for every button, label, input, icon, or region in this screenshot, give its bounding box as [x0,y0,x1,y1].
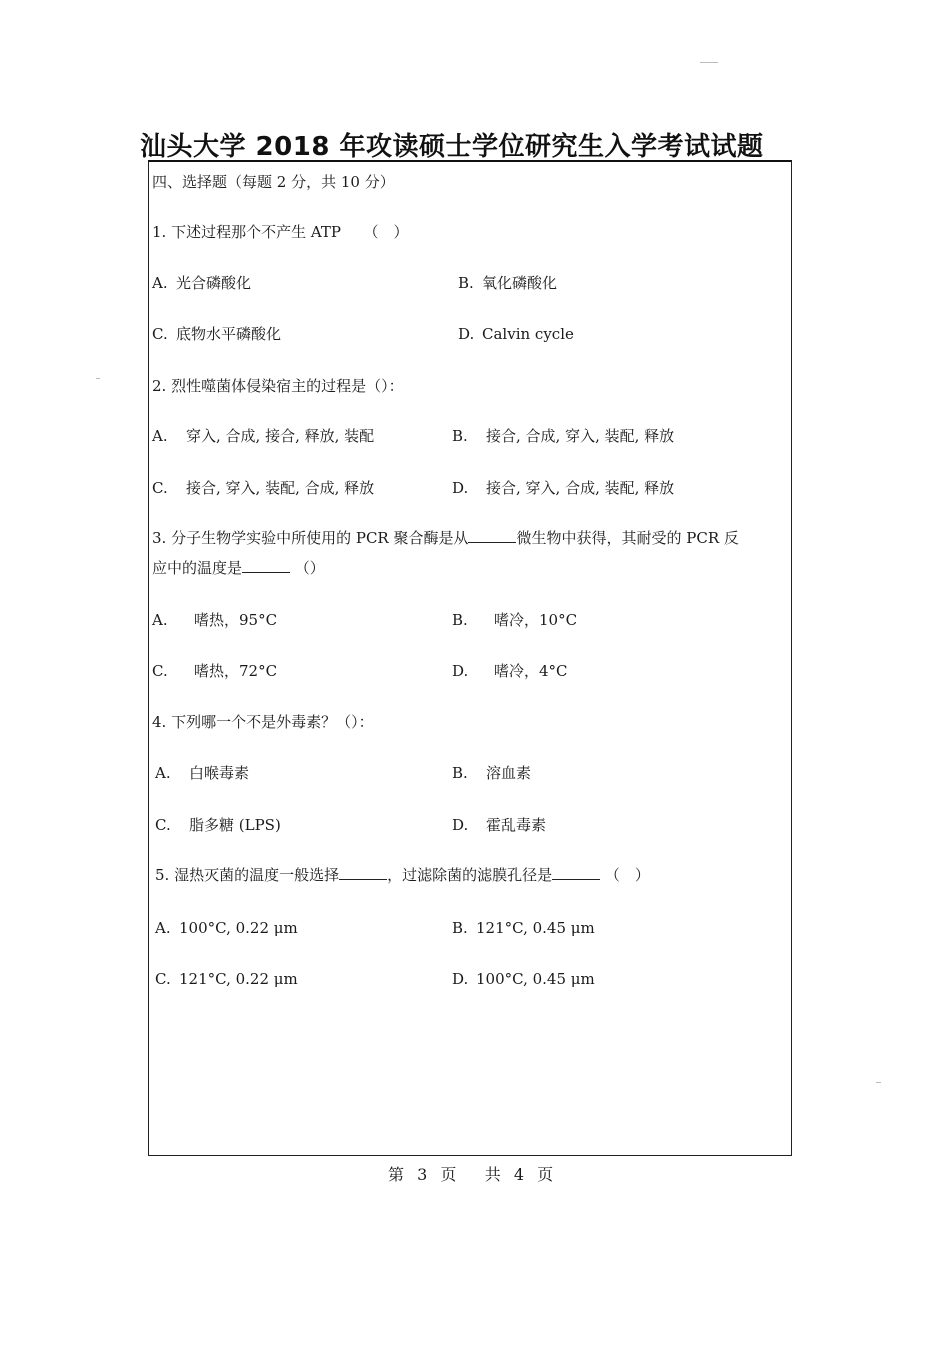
question-3-stem-part-b: 微生物中获得，其耐受的 PCR 反 [516,529,739,547]
question-3-stem-part-d: （） [294,559,325,577]
total-label: 共 [484,1165,501,1184]
answer-blank[interactable] [552,865,600,880]
question-2-option-d[interactable] [452,478,674,498]
scan-speck [700,62,718,63]
option-letter: D. [452,479,469,497]
question-5-stem-part-a: 5. 湿热灭菌的温度一般选择 [155,866,340,884]
question-1-option-c[interactable] [152,324,281,344]
question-3-option-c[interactable] [152,661,277,681]
option-letter: C. [155,970,171,988]
option-text: 嗜冷，10°C [494,611,578,629]
question-5-stem-part-b: ，过滤除菌的滤膜孔径是 [387,866,553,884]
question-5-option-b[interactable] [452,918,595,938]
option-letter: D. [452,970,469,988]
question-2-stem: 2. 烈性噬菌体侵染宿主的过程是（）： [152,377,404,395]
option-letter: C. [152,325,168,343]
question-1-option-b[interactable] [458,273,557,293]
option-text: 穿入, 合成, 接合, 释放, 装配 [186,427,375,445]
option-letter: C. [152,479,168,497]
page-number: 3 [417,1165,428,1184]
question-2-option-b[interactable] [452,426,674,446]
option-letter: A. [155,919,171,937]
question-3-option-b[interactable] [452,610,577,630]
question-4-option-b[interactable] [452,763,531,783]
option-text: 光合磷酸化 [176,274,252,292]
option-letter: B. [452,919,468,937]
question-2-option-a[interactable] [152,426,374,446]
question-3-option-d[interactable] [452,661,568,681]
option-text: 嗜热，72°C [194,662,278,680]
option-letter: C. [152,662,168,680]
question-2-option-c[interactable] [152,478,374,498]
option-text: 100°C, 0.22 μm [179,919,298,937]
option-text: 嗜冷，4°C [494,662,568,680]
option-text: 嗜热，95°C [194,611,278,629]
option-text: 氧化磷酸化 [482,274,558,292]
section-heading: 四、选择题（每题 2 分，共 10 分） [152,173,395,191]
option-text: 121°C, 0.22 μm [179,970,298,988]
question-3-stem-part-c: 应中的温度是 [152,559,243,577]
option-text: 接合, 穿入, 装配, 合成, 释放 [186,479,375,497]
option-text: 溶血素 [486,764,532,782]
question-5-option-c[interactable] [155,969,298,989]
option-letter: B. [452,611,468,629]
answer-blank[interactable] [468,528,516,543]
answer-blank[interactable] [339,865,387,880]
question-4-stem: 4. 下列哪一个不是外毒素？（）： [152,713,374,731]
option-text: 霍乱毒素 [486,816,547,834]
question-3-stem-line-2 [152,558,325,578]
page-title: 汕头大学 2018 年攻读硕士学位研究生入学考试试题 [140,132,764,162]
scan-speck [876,1082,881,1083]
option-text: 121°C, 0.45 μm [476,919,595,937]
question-3-stem-line-1 [152,528,739,548]
question-1-stem: 1. 下述过程那个不产生 ATP （ ） [152,223,409,241]
question-5-option-d[interactable] [452,969,595,989]
question-5-option-a[interactable] [155,918,298,938]
total-unit: 页 [537,1165,554,1184]
exam-content-box [148,160,792,1156]
option-text: 100°C, 0.45 μm [476,970,595,988]
option-letter: D. [458,325,475,343]
scan-speck [96,378,100,379]
option-letter: D. [452,662,469,680]
option-text: 白喉毒素 [189,764,250,782]
option-letter: A. [152,427,168,445]
page-unit: 页 [440,1165,457,1184]
option-text: Calvin cycle [482,325,574,343]
question-3-stem-part-a: 3. 分子生物学实验中所使用的 PCR 聚合酶是从 [152,529,469,547]
option-letter: B. [452,427,468,445]
question-4-option-c[interactable] [155,815,281,835]
question-1-option-a[interactable] [152,273,251,293]
question-4-option-d[interactable] [452,815,546,835]
answer-blank[interactable] [242,558,290,573]
question-3-option-a[interactable] [152,610,277,630]
option-text: 接合, 穿入, 合成, 装配, 释放 [486,479,675,497]
option-letter: B. [452,764,468,782]
question-1-option-d[interactable] [458,324,574,344]
option-letter: B. [458,274,474,292]
option-text: 底物水平磷酸化 [176,325,282,343]
option-text: 脂多糖 (LPS) [189,816,281,834]
option-letter: C. [155,816,171,834]
question-4-option-a[interactable] [155,763,249,783]
option-letter: A. [155,764,171,782]
option-letter: A. [152,611,168,629]
option-letter: D. [452,816,469,834]
total-number: 4 [513,1165,525,1184]
option-text: 接合, 合成, 穿入, 装配, 释放 [486,427,675,445]
question-5-stem-part-c: （ ） [604,866,650,884]
page-footer [384,1162,557,1185]
question-5-stem [155,865,650,885]
option-letter: A. [152,274,168,292]
page-label: 第 [388,1165,405,1184]
